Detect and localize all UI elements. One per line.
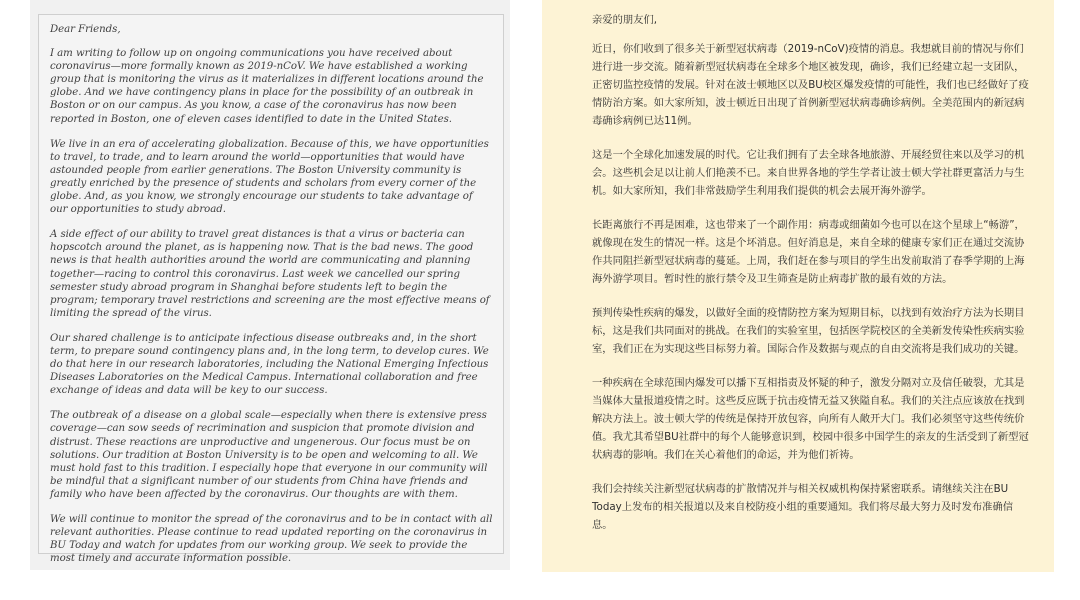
chinese-paragraph-3: 长距离旅行不再是困难，这也带来了一个副作用：病毒或细菌如今也可以在这个星球上“畅游”，就像现在发生的情况一样。这是个坏消息。但好消息是，来自全球的健康专家们正在通过交流协作共同阻拦新型冠状病毒的蔓延。上周，我们赶在参与项目的学生出发前取消了春季学期的上海海外游学项目。暂时性的旅行禁令及卫生筛查是防止病毒扩散的最有效的方法。 — [592, 219, 1025, 285]
chinese-salutation: 亲爱的朋友们, — [592, 14, 658, 26]
chinese-paragraph-2: 这是一个全球化加速发展的时代。它让我们拥有了去全球各地旅游、开展经贸往来以及学习的机会。这些机会足以让前人们艳羡不已。来自世界各地的学生学者让波士顿大学社群更富活力与生机。如大家所知，我们非常鼓励学生利用我们提供的机会去展开海外游学。 — [592, 149, 1025, 197]
chinese-paragraph-4: 预判传染性疾病的爆发，以做好全面的疫情防控方案为短期目标，以找到有效治疗方法为长期目标，这是我们共同面对的挑战。在我们的实验室里，包括医学院校区的全美新发传染性疾病实验室，我们正在为实现这些目标努力着。国际合作及数据与观点的自由交流将是我们成功的关键。 — [592, 307, 1025, 355]
chinese-paragraph-1: 近日，你们收到了很多关于新型冠状病毒（2019-nCoV)疫情的消息。我想就目前的情况与你们进行进一步交流。随着新型冠状病毒在全球多个地区被发现，确诊，我们已经建立起一支团队，正密切监控疫情的发展。针对在波士顿地区以及BU校区爆发疫情的可能性，我们也已经做好了疫情防治方案。如大家所知，波士顿近日出现了首例新型冠状病毒确诊病例。全美范围内的新冠病毒确诊病例已达11例。 — [592, 43, 1029, 127]
english-paragraph-5: The outbreak of a disease on a global scale—especially when there is extensive press coverage—can sow seeds of recrimination and suspicion that promote division and distrust. These reactions are unproductive and ungenerous. Our focus must be on solutions. Our tradition at Boston University is to be open and welcoming to all. We must hold fast to this tradition. I especially hope that everyone in our community will be mindful that a significant number of our students from China have friends and family who have been affected by the coronavirus. Our thoughts are with them. — [50, 410, 488, 500]
english-paragraph-2: We live in an era of accelerating globalization. Because of this, we have opportunities to travel, to trade, and to learn around the world—opportunities that would have astounded people from earlier generations. The Boston University community is greatly enriched by the presence of students and scholars from every corner of the globe. And, as you know, we strongly encourage our students to take advantage of our opportunities to study abroad. — [50, 138, 489, 216]
chinese-paragraph-5: 一种疾病在全球范围内爆发可以播下互相指责及怀疑的种子，激发分隔对立及信任破裂，尤其是当媒体大量报道疫情之时。这些反应既于抗击疫情无益又狭隘自私。我们的关注点应该放在找到解决方法上。波士顿大学的传统是保持开放包容，向所有人敞开大门。我们必须坚守这些传统价值。我尤其希望BU社群中的每个人能够意识到，校园中很多中国学生的亲友的生活受到了新型冠状病毒的影响。我们在关心着他们的命运，并为他们祈祷。 — [592, 377, 1029, 461]
english-letter-panel — [30, 0, 510, 570]
english-letter-frame — [38, 14, 504, 565]
english-paragraph-3: A side effect of our ability to travel great distances is that a virus or bacteria can hopscotch around the planet, as is happening now. That is the bad news. The good news is that health authorities around the world are communicating and planning together—racing to control this coronavirus. Last week we cancelled our spring semester study abroad program in Shanghai before students left to begin the program; temporary travel restrictions and screening are the most effective means of limiting the spread of the virus. — [50, 229, 490, 319]
english-paragraph-4: Our shared challenge is to anticipate infectious disease outbreaks and, in the short term, to prepare sound contingency plans and, in the long term, to develop cures. We do that here in our research laboratories, including the National Emerging Infectious Diseases Laboratories on the Medical Campus. International collaboration and free exchange of ideas and data will be key to our success. — [50, 332, 489, 397]
english-paragraph-6: We will continue to monitor the spread of the coronavirus and to be in contact with all relevant authorities. Please continue to read updated reporting on the coronavirus in BU Today and watch for updates from our working group. We seek to provide the most timely and accurate information possible. — [50, 514, 493, 565]
english-salutation: Dear Friends, — [50, 24, 121, 35]
chinese-paragraph-6: 我们会持续关注新型冠状病毒的扩散情况并与相关权威机构保持紧密联系。请继续关注在BU Today上发布的相关报道以及来自校防疫小组的重要通知。我们将尽最大努力及时发布准确信息。 — [592, 483, 1014, 531]
chinese-letter-panel — [542, 0, 1054, 572]
english-paragraph-1: I am writing to follow up on ongoing communications you have received about coronavirus—more formally known as 2019-nCoV. We have established a working group that is monitoring the virus as it materializes in different locations around the globe. And we have contingency plans in place for the possibility of an outbreak in Boston or on our campus. As you know, a case of the coronavirus has now been reported in Boston, one of eleven cases identified to date in the United States. — [50, 48, 484, 125]
